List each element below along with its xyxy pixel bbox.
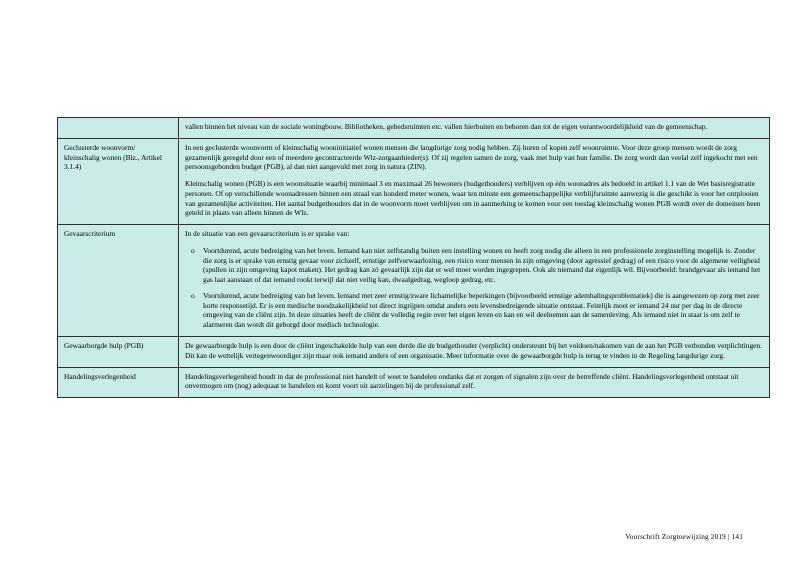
table-row xyxy=(58,337,770,368)
term-cell xyxy=(58,225,179,337)
term-label: Handelingsverlegenheid xyxy=(64,371,136,381)
table-row xyxy=(58,138,770,224)
definition-cell xyxy=(179,337,770,368)
term-cell xyxy=(58,337,179,368)
definition-paragraph: De gewaarborgde hulp is een door de cliënt ingeschakelde hulp van een derde die de budgethouder (verplicht) ondersteunt bij het voldoen/nakomen van de aan het PGB verbonden verplichtingen. Dit kan de wettelijk vertegenwoordiger zijn maar ook iemand anders of een organisatie. Meer informatie over de gewaarborgde hulp is terug te vinden in de Regeling langdurige zorg. xyxy=(185,341,762,360)
term-cell xyxy=(58,367,179,398)
definition-paragraph: Kleinschalig wonen (PGB) is een woonsituatie waarbij minimaal 3 en maximaal 26 bewoners (budgethouders) verblijven op één woonadres als bedoeld in artikel 1.1 van de Wet basisregistratie personen. Of op verschillende woonadressen binnen een straal van honderd meter wonen, waar ten minste een gemeenschappelijke verblijfsruimte aanwezig is die geschikt is voor het ontplooien van gezamenlijke activiteiten. Het aantal budgethouders dat in de woonvorm moet verblijven om in aanmerking te komen voor een toeslag kleinschalig wonen PGB wordt over de domeinen heen geteld in plaats van alleen binnen de Wlz. xyxy=(185,179,761,218)
table-body xyxy=(58,118,770,398)
term-label: Gewaarborgde hulp (PGB) xyxy=(64,341,144,351)
table-row xyxy=(58,118,770,139)
list-item: o Voortdurend, acute bedreiging van het leven. Iemand met zeer ernstig/zware lichamelijke beperkingen (bijvoorbeeld ernstige ademhalingsproblematiek) die is aangewezen op zorg met zeer korte responsetijd. Er is een medische noodzakelijkheid tot direct ingrijpen omdat anders een levensbedreigende situatie ontstaat. Feitelijk moet er iemand 24 uur per dag in de directe omgeving van de cliënt zijn. In deze situaties heeft de cliënt de volledig regie over het eigen leven en kan en wil deelnemen aan de samenleving. Als iemand niet in staat is om zelf te alarmeren dan wordt dit geborgd door medisch technologie. xyxy=(203,291,763,330)
term-label: Gevaarscriterium xyxy=(64,229,116,239)
table-row xyxy=(58,225,770,337)
definition-bullet-list xyxy=(185,246,763,330)
definition-paragraph: Handelingsverlegenheid houdt in dat de professional niet handelt of weet te handelen ondanks dat er zorgen of signalen zijn over de betreffende cliënt. Handelingsverlegenheid ontstaat uit onvermogen om (nog) adequaat te handelen en komt voort uit aarzelingen bij de professional zelf. xyxy=(185,371,739,391)
term-cell xyxy=(58,118,179,139)
term-label: Geclusterde woonvorm/ kleinschalig wonen (Blz., Artikel 3.1.4) xyxy=(64,142,162,172)
definition-paragraph: In de situatie van een gevaarscriterium is er sprake van: xyxy=(185,229,350,239)
definition-paragraph: vallen binnen het niveau van de sociale woningbouw. Bibliotheken, gebedsruimten etc. vallen hierbuiten en behoren dan tot de eigen verantwoordelijkheid van de gemeenschap. xyxy=(185,122,708,131)
definition-paragraph: In een geclusterde woonvorm of kleinschalig wooninitiatief wonen mensen die langdurige zorg nodig hebben. Zij huren of kopen zelf woonruimte. Voor deze groep mensen wordt de zorg gezamenlijk geregeld door een of meerdere gecontracteerde Wlz-zorgaanbieder(s). Of zij regelen samen de zorg, vaak met hulp van hun familie. De zorg wordt dan veelal zelf ingekocht met een persoonsgebonden budget (PGB), al dan niet aangevuld met zorg in natura (ZIN). xyxy=(185,142,758,172)
glossary-table xyxy=(57,117,770,398)
page-footer: Voorschrift Zorgtoewijzing 2019 | 141 xyxy=(625,533,743,541)
list-item: o Voortdurend, acute bedreiging van het leven. Iemand kan niet zelfstandig buiten een instelling wonen en heeft zorg nodig die alleen in een professionele zorginstelling mogelijk is. Zonder die zorg is er sprake van ernstig gevaar voor zichzelf, ernstige zelfverwaarlozing, een risico voor mensen in zijn omgeving (door agressief gedrag) of een risico voor de algemene veiligheid (spullen in zijn omgeving kapot maken). Het gedrag kan zó gevaarlijk zijn dat er wel moet worden ingegrepen. Ook als niemand dat eigenlijk wil. Bijvoorbeeld: brandgevaar als iemand het gas laat aanstaan of dat iemand rookt terwijl dat niet veilig kan, dwaalgedrag, wegloop gedrag, etc. xyxy=(203,246,763,285)
term-cell xyxy=(58,138,179,224)
definition-cell xyxy=(179,138,770,224)
definition-cell xyxy=(179,118,770,139)
table-row xyxy=(58,367,770,398)
definition-cell xyxy=(179,225,770,337)
definition-cell xyxy=(179,367,770,398)
